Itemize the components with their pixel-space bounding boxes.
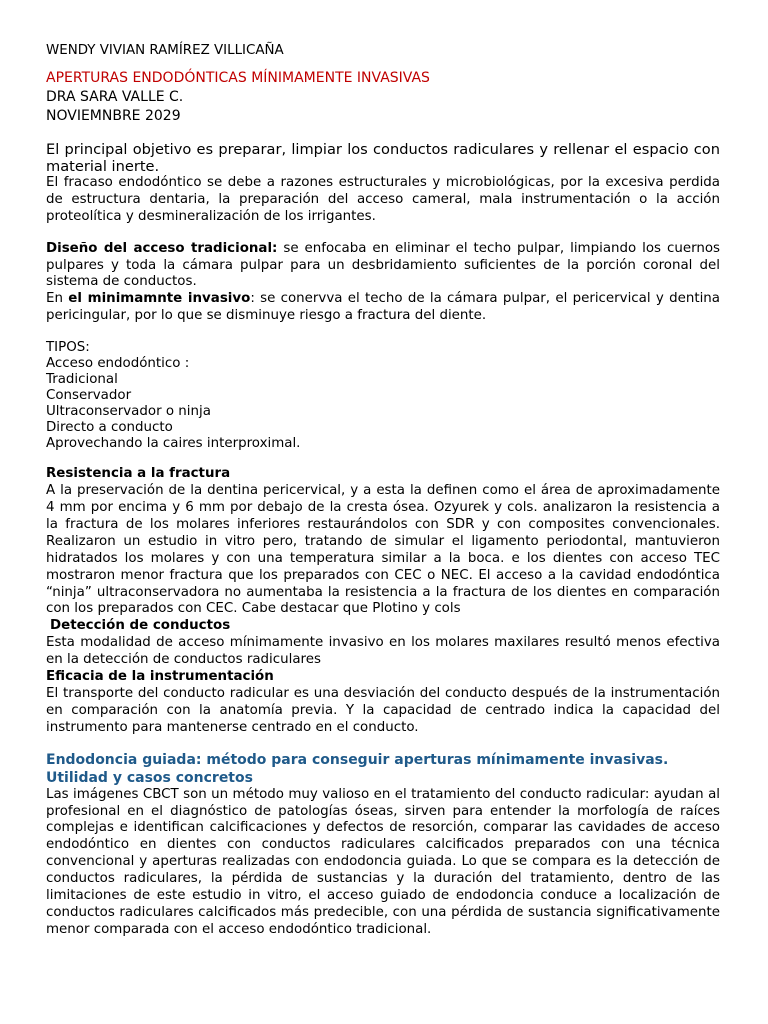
tipos-label: TIPOS: xyxy=(46,340,90,356)
doctor-name: DRA SARA VALLE C. xyxy=(46,88,184,105)
list-item: Aprovechando la caires interproximal. xyxy=(46,436,301,452)
resistencia-heading: Resistencia a la fractura xyxy=(46,466,231,482)
document-title: APERTURAS ENDODÓNTICAS MÍNIMAMENTE INVASIVAS xyxy=(46,69,430,86)
spacer xyxy=(46,737,720,751)
eficacia-paragraph: El transporte del conducto radicular es una desviación del conducto después de la instrumentación en comparación con la anatomía previa. Y la capacidad de centrado indica la capacidad del instrumento para mantenerse centrado en el conducto. xyxy=(46,685,720,735)
tipos-list xyxy=(46,340,720,452)
intro-paragraph: El principal objetivo es preparar, limpiar los conductos radiculares y rellenar el espacio con material inerte. xyxy=(46,140,720,175)
resistencia-paragraph: A la preservación de la dentina pericervical, y a esta la definen como el área de aproximadamente 4 mm por encima y 6 mm por debajo de la cresta ósea. Ozyurek y cols. analizaron la resistencia a la fractura de los molares inferiores restaurándolos con SDR y con composites convencionales. Realizaron un estudio in vitro pero, tratando de simular el ligamento periodontal, mantuvieron hidratados los molares y con una temperatura similar a la boca. e los dientes con acceso TEC mostraron menor fractura que los preparados con CEC o NEC. El acceso a la cavidad endodóntica “ninja” ultraconservadora no aumentaba la resistencia a la fractura de los dientes en comparación con los preparados con CEC. Cabe destacar que Plotino y cols xyxy=(46,483,720,617)
eficacia-heading: Eficacia de la instrumentación xyxy=(46,669,274,685)
list-item: Ultraconservador o ninja xyxy=(46,404,211,420)
minimo-prefix: En xyxy=(46,291,69,307)
deteccion-heading: Detección de conductos xyxy=(50,618,231,634)
document-date: NOVIEMNBRE 2029 xyxy=(46,107,181,124)
list-item: Acceso endodóntico : xyxy=(46,356,190,372)
diseno-label: Diseño del acceso tradicional: xyxy=(46,240,278,256)
fracaso-paragraph: El fracaso endodóntico se debe a razones estructurales y microbiológicas, por la excesiva perdida de estructura dentaria, la preparación del acceso cameral, mala instrumentación o la acción proteolítica y desmineralización de los irrigantes. xyxy=(46,174,720,224)
minimo-text: : se conervva el techo de la cámara pulpar, el pericervical y dentina pericingular, por lo que se disminuye riesgo a fractura del diente. xyxy=(46,291,720,324)
list-item: Tradicional xyxy=(46,372,118,388)
spacer xyxy=(46,325,720,340)
deteccion-paragraph: Esta modalidad de acceso mínimamente invasivo en los molares maxilares resultó menos efectiva en la detección de conductos radiculares xyxy=(46,635,720,668)
diseno-text: se enfocaba en eliminar el techo pulpar, limpiando los cuernos pulpares y toda la cámara pulpar para un desbridamiento suficientes de la porción coronal del sistema de conductos. xyxy=(46,240,720,290)
spacer xyxy=(46,226,720,241)
list-item: Directo a conducto xyxy=(46,420,173,436)
minimo-paragraph xyxy=(46,291,720,325)
minimo-label: el minimamnte invasivo xyxy=(68,291,251,307)
guiada-paragraph: Las imágenes CBCT son un método muy valioso en el tratamiento del conducto radicular: ayudan al profesional en el diagnóstico de patologías óseas, sirven para entender la morfología de raíces complejas e identifican calcificaciones y defectos de resorción, comparar las cavidades de acceso endodóntico en dientes con conductos radiculares calcificados preparados con una técnica convencional y aperturas realizadas con endodoncia guiada. Lo que se compara es la detección de conductos radiculares, la pérdida de sustancias y la duración del tratamiento, dentro de las limitaciones de este estudio in vitro, el acceso guiado de endodoncia conduce a localización de conductos radiculares calcificados más predecible, con una pérdida de sustancia significativamente menor comparada con el acceso endodóntico tradicional. xyxy=(46,786,720,937)
list-item: Conservador xyxy=(46,388,132,404)
author-name: WENDY VIVIAN RAMÍREZ VILLICAÑA xyxy=(46,43,284,58)
guiada-heading: Endodoncia guiada: método para conseguir aperturas mínimamente invasivas. Utilidad y casos concretos xyxy=(46,751,669,786)
diseno-paragraph xyxy=(46,241,720,292)
spacer xyxy=(46,452,720,466)
